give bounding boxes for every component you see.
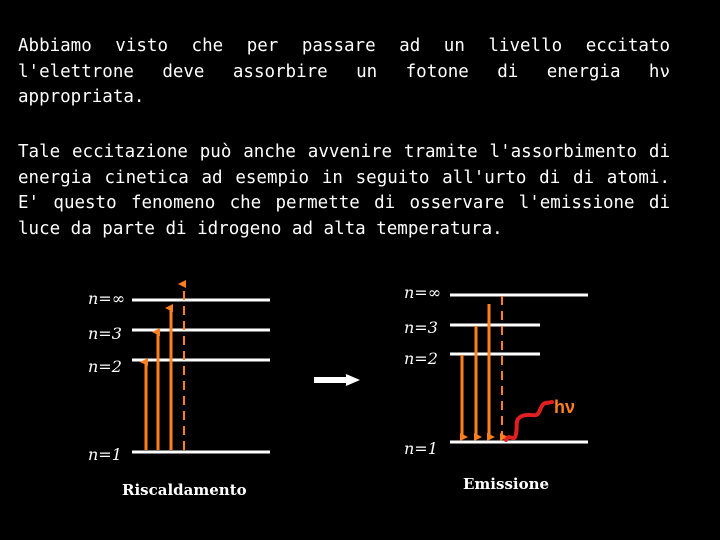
excitation-paragraph: Tale eccitazione può anche avvenire tramite l'assorbimento di energia cinetica ad esempio in seguito all'urto di di atomi. E' questo fenomeno che permette di osservare l'emissione di luce da parte di idrogeno ad alta temperatura. xyxy=(18,142,670,239)
level-label-n1: n=1 xyxy=(88,445,122,464)
heating-caption: Riscaldamento xyxy=(122,481,247,499)
level-label-n3: n=3 xyxy=(88,324,122,343)
level-label-n3: n=3 xyxy=(404,318,438,337)
level-label-n2: n=2 xyxy=(404,349,438,368)
heating-diagram xyxy=(88,284,270,499)
level-label-n-inf: n=∞ xyxy=(88,289,126,308)
emission-caption: Emissione xyxy=(463,475,550,493)
emission-diagram xyxy=(404,283,588,493)
photon-wave-icon xyxy=(506,402,552,440)
process-arrow xyxy=(314,374,360,386)
photon-energy-label: hν xyxy=(554,397,576,417)
level-label-n-inf: n=∞ xyxy=(404,283,442,302)
intro-paragraph: Abbiamo visto che per passare ad un livello eccitato l'elettrone deve assorbire un fotone di energia hν appropriata. xyxy=(18,36,670,107)
level-label-n1: n=1 xyxy=(404,439,438,458)
level-label-n2: n=2 xyxy=(88,357,122,376)
